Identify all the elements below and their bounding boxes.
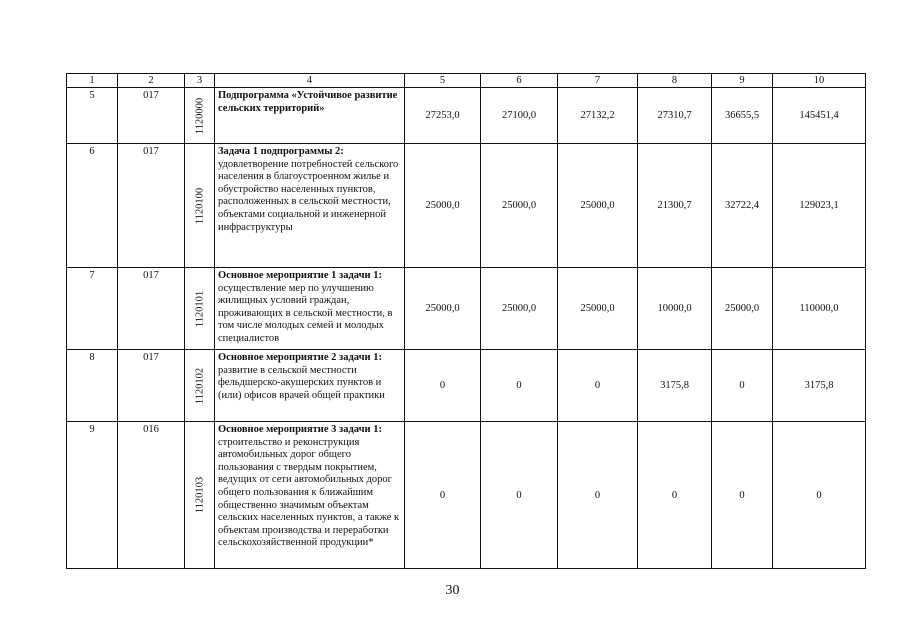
value-cell-col-7: 25000,0	[558, 144, 638, 268]
budget-code: 1120103	[194, 476, 205, 514]
description-title: Основное мероприятие 2 задачи 1:	[218, 352, 382, 363]
description-title: Задача 1 подпрограммы 2:	[218, 146, 344, 157]
row-number: 8	[67, 350, 118, 422]
budget-code: 1120102	[194, 367, 205, 404]
table-row	[67, 422, 866, 569]
value-cell-col-10: 0	[773, 422, 866, 569]
value-cell-col-9: 32722,4	[712, 144, 773, 268]
org-code: 016	[118, 422, 185, 569]
description-body: развитие в сельской местности фельдшерско-акушерских пунктов и (или) офисов врачей общей практики	[218, 364, 385, 401]
table-row	[67, 144, 866, 268]
value-cell-col-7: 0	[558, 350, 638, 422]
value-cell-col-6: 25000,0	[481, 268, 558, 350]
header-col-2: 2	[118, 74, 185, 88]
header-col-7: 7	[558, 74, 638, 88]
row-number: 9	[67, 422, 118, 569]
row-number: 7	[67, 268, 118, 350]
value-cell-col-8: 27310,7	[638, 88, 712, 144]
value-cell-col-7: 27132,2	[558, 88, 638, 144]
value-cell-col-8: 10000,0	[638, 268, 712, 350]
budget-code-cell	[185, 88, 215, 144]
value-cell-col-10: 129023,1	[773, 144, 866, 268]
table-row	[67, 350, 866, 422]
value-cell-col-9: 36655,5	[712, 88, 773, 144]
table-row	[67, 88, 866, 144]
value-cell-col-9: 0	[712, 422, 773, 569]
value-cell-col-8: 21300,7	[638, 144, 712, 268]
table-row	[67, 268, 866, 350]
description-body: осуществление мер по улучшению жилищных условий граждан, проживающих в сельской местности, в том числе молодых семей и молодых специалистов	[218, 282, 393, 344]
budget-table	[66, 73, 866, 569]
header-row	[67, 74, 866, 88]
budget-code: 1120000	[194, 97, 205, 134]
header-col-10: 10	[773, 74, 866, 88]
description-cell	[215, 88, 405, 144]
budget-code-cell	[185, 422, 215, 569]
value-cell-col-6: 0	[481, 350, 558, 422]
description-body: строительство и реконструкция автомобильных дорог общего пользования с твердым покрытием, ведущих от сети автомобильных дорог общего пользования к ближайшим общественно значимым объектам сельских населенных пунктов, а также к объектам производства и переработки сельскохозяйственной продукции*	[218, 436, 400, 549]
budget-code-cell	[185, 268, 215, 350]
row-number: 5	[67, 88, 118, 144]
budget-code: 1120101	[194, 290, 205, 327]
value-cell-col-9: 0	[712, 350, 773, 422]
value-cell-col-8: 0	[638, 422, 712, 569]
description-title: Основное мероприятие 1 задачи 1:	[218, 270, 382, 281]
value-cell-col-6: 25000,0	[481, 144, 558, 268]
header-col-1: 1	[67, 74, 118, 88]
budget-code: 1120100	[194, 187, 205, 224]
description-cell	[215, 350, 405, 422]
description-cell	[215, 422, 405, 569]
value-cell-col-10: 145451,4	[773, 88, 866, 144]
value-cell-col-6: 27100,0	[481, 88, 558, 144]
value-cell-col-10: 3175,8	[773, 350, 866, 422]
row-number: 6	[67, 144, 118, 268]
header-col-4: 4	[215, 74, 405, 88]
description-title: Подпрограмма «Устойчивое развитие сельских территорий»	[218, 90, 398, 114]
header-col-9: 9	[712, 74, 773, 88]
org-code: 017	[118, 144, 185, 268]
org-code: 017	[118, 350, 185, 422]
value-cell-col-5: 25000,0	[405, 268, 481, 350]
header-col-8: 8	[638, 74, 712, 88]
value-cell-col-8: 3175,8	[638, 350, 712, 422]
value-cell-col-7: 0	[558, 422, 638, 569]
header-col-5: 5	[405, 74, 481, 88]
header-col-6: 6	[481, 74, 558, 88]
value-cell-col-5: 27253,0	[405, 88, 481, 144]
value-cell-col-7: 25000,0	[558, 268, 638, 350]
description-cell	[215, 144, 405, 268]
value-cell-col-5: 0	[405, 350, 481, 422]
value-cell-col-10: 110000,0	[773, 268, 866, 350]
description-cell	[215, 268, 405, 350]
description-body: удовлетворение потребностей сельского населения в благоустроенном жилье и обустройство населенных пунктов, расположенных в сельской местности, объектами социальной и инженерной инфраструктуры	[218, 158, 399, 233]
budget-code-cell	[185, 144, 215, 268]
header-col-3: 3	[185, 74, 215, 88]
org-code: 017	[118, 88, 185, 144]
value-cell-col-6: 0	[481, 422, 558, 569]
value-cell-col-9: 25000,0	[712, 268, 773, 350]
page-number: 30	[445, 583, 460, 598]
org-code: 017	[118, 268, 185, 350]
value-cell-col-5: 0	[405, 422, 481, 569]
description-title: Основное мероприятие 3 задачи 1:	[218, 424, 382, 435]
budget-code-cell	[185, 350, 215, 422]
value-cell-col-5: 25000,0	[405, 144, 481, 268]
